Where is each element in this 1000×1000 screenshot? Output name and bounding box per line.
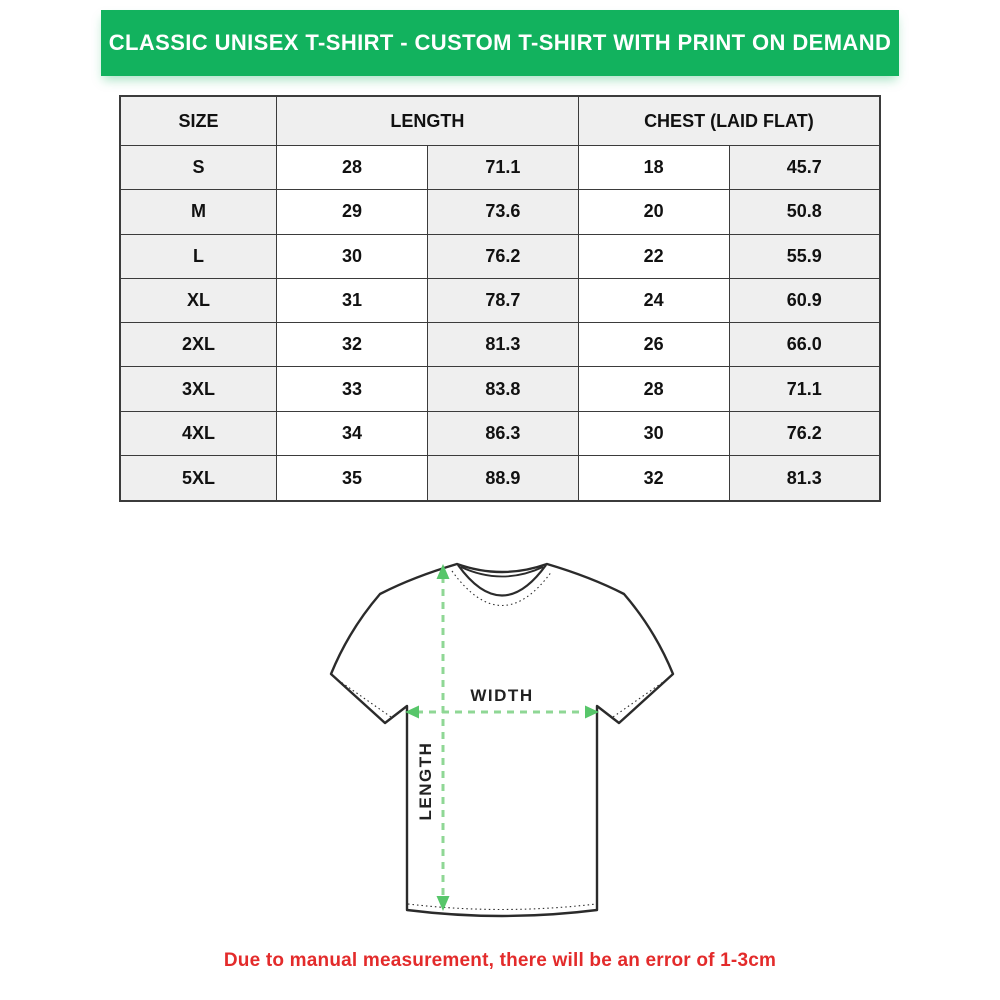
length-in-cell: 28: [277, 146, 428, 190]
column-header-length: LENGTH: [277, 96, 579, 146]
length-cm-cell: 78.7: [427, 278, 578, 322]
size-cell: M: [120, 190, 277, 234]
length-cm-cell: 71.1: [427, 146, 578, 190]
title-banner: [101, 10, 899, 76]
length-cm-cell: 73.6: [427, 190, 578, 234]
table-row: [120, 323, 880, 367]
size-chart-table: [119, 95, 881, 502]
size-cell: 4XL: [120, 411, 277, 455]
size-cell: XL: [120, 278, 277, 322]
size-cell: 3XL: [120, 367, 277, 411]
table-row: [120, 190, 880, 234]
chest-in-cell: 26: [578, 323, 729, 367]
size-cell: 2XL: [120, 323, 277, 367]
table-row: [120, 234, 880, 278]
length-in-cell: 30: [277, 234, 428, 278]
chest-cm-cell: 71.1: [729, 367, 880, 411]
chest-in-cell: 22: [578, 234, 729, 278]
chest-cm-cell: 50.8: [729, 190, 880, 234]
size-cell: L: [120, 234, 277, 278]
length-cm-cell: 88.9: [427, 456, 578, 501]
length-cm-cell: 86.3: [427, 411, 578, 455]
tshirt-diagram: [305, 548, 695, 928]
chest-in-cell: 28: [578, 367, 729, 411]
length-cm-cell: 76.2: [427, 234, 578, 278]
width-label: WIDTH: [470, 686, 534, 705]
chest-in-cell: 24: [578, 278, 729, 322]
measurement-disclaimer: Due to manual measurement, there will be an error of 1-3cm: [223, 950, 777, 971]
chest-cm-cell: 55.9: [729, 234, 880, 278]
column-header-size: SIZE: [120, 96, 277, 146]
table-header-row: [120, 96, 880, 146]
column-header-chest: CHEST (LAID FLAT): [578, 96, 880, 146]
chest-cm-cell: 81.3: [729, 456, 880, 501]
table-row: [120, 411, 880, 455]
chest-in-cell: 18: [578, 146, 729, 190]
table-row: [120, 146, 880, 190]
chest-cm-cell: 45.7: [729, 146, 880, 190]
table-row: [120, 456, 880, 501]
length-in-cell: 31: [277, 278, 428, 322]
length-cm-cell: 83.8: [427, 367, 578, 411]
chest-in-cell: 20: [578, 190, 729, 234]
length-in-cell: 32: [277, 323, 428, 367]
size-cell: 5XL: [120, 456, 277, 501]
chest-cm-cell: 60.9: [729, 278, 880, 322]
table-row: [120, 278, 880, 322]
length-in-cell: 29: [277, 190, 428, 234]
size-cell: S: [120, 146, 277, 190]
length-in-cell: 34: [277, 411, 428, 455]
length-in-cell: 33: [277, 367, 428, 411]
length-cm-cell: 81.3: [427, 323, 578, 367]
chest-in-cell: 30: [578, 411, 729, 455]
length-in-cell: 35: [277, 456, 428, 501]
page-title: CLASSIC UNISEX T-SHIRT - CUSTOM T-SHIRT WITH PRINT ON DEMAND: [108, 30, 892, 55]
table-row: [120, 367, 880, 411]
chest-cm-cell: 66.0: [729, 323, 880, 367]
chest-in-cell: 32: [578, 456, 729, 501]
length-label: LENGTH: [416, 741, 435, 821]
chest-cm-cell: 76.2: [729, 411, 880, 455]
tshirt-outline-icon: [331, 564, 673, 916]
